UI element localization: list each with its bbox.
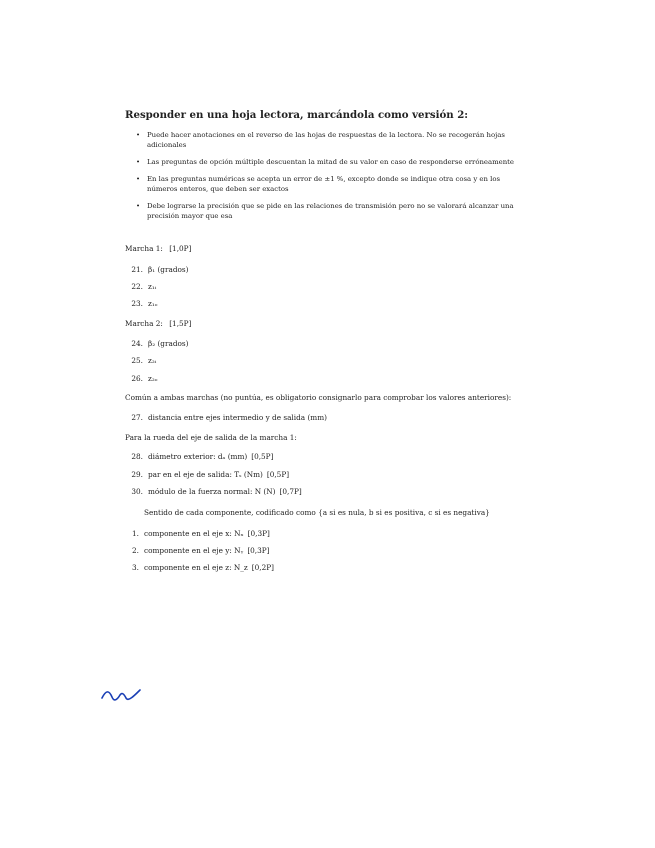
question-item: 29. par en el eje de salida: Tₛ (Nm) [0,5P] (131, 470, 290, 479)
page-title: Responder en una hoja lectora, marcándola como versión 2: (125, 109, 469, 121)
component-item: 1. componente en el eje x: Nₓ [0,3P] (132, 529, 270, 538)
comun-heading: Común a ambas marchas (no puntúa, es obligatorio consignarlo para comprobar los valores anteriores): (125, 393, 512, 402)
question-item: 24. β₂ (grados) (131, 339, 189, 348)
question-item: 25. z₂ᵢ (131, 356, 157, 365)
handwritten-signature-icon (100, 686, 142, 706)
question-item: 21. β₁ (grados) (131, 265, 189, 274)
question-item: 30. módulo de la fuerza normal: N (N) [0,7P] (131, 487, 302, 496)
question-item: 26. z₂ₒ (131, 374, 158, 383)
instructions-list (136, 130, 526, 228)
marcha2-points: [1,5P] (169, 319, 192, 328)
question-item: 27. distancia entre ejes intermedio y de salida (mm) (131, 413, 327, 422)
marcha1-heading: Marcha 1: [1,0P] (125, 244, 192, 253)
instruction-item: • Las preguntas de opción múltiple descuentan la mitad de su valor en caso de responderse erróneamente (136, 157, 526, 167)
sentido-text: Sentido de cada componente, codificado como {a si es nula, b si es positiva, c si es negativa} (144, 508, 490, 517)
marcha1-points: [1,0P] (169, 244, 192, 253)
question-item: 28. diámetro exterior: dₐ (mm) [0,5P] (131, 452, 274, 461)
marcha2-heading: Marcha 2: [1,5P] (125, 319, 192, 328)
instruction-item: • Puede hacer anotaciones en el reverso de las hojas de respuestas de la lectora. No se recogerán hojas adicionales (136, 130, 526, 150)
instruction-item: • En las preguntas numéricas se acepta un error de ±1 %, excepto donde se indique otra cosa y en los números enteros, que deben ser exactos (136, 174, 526, 194)
instruction-item: • Debe lograrse la precisión que se pide en las relaciones de transmisión pero no se valorará alcanzar una precisión mayor que esa (136, 201, 526, 221)
component-item: 3. componente en el eje z: N_z [0,2P] (132, 563, 274, 572)
question-item: 22. z₁ᵢ (131, 282, 157, 291)
rueda-heading: Para la rueda del eje de salida de la marcha 1: (125, 433, 297, 442)
question-item: 23. z₁ₒ (131, 299, 158, 308)
component-item: 2. componente en el eje y: Nᵧ [0,3P] (132, 546, 270, 555)
